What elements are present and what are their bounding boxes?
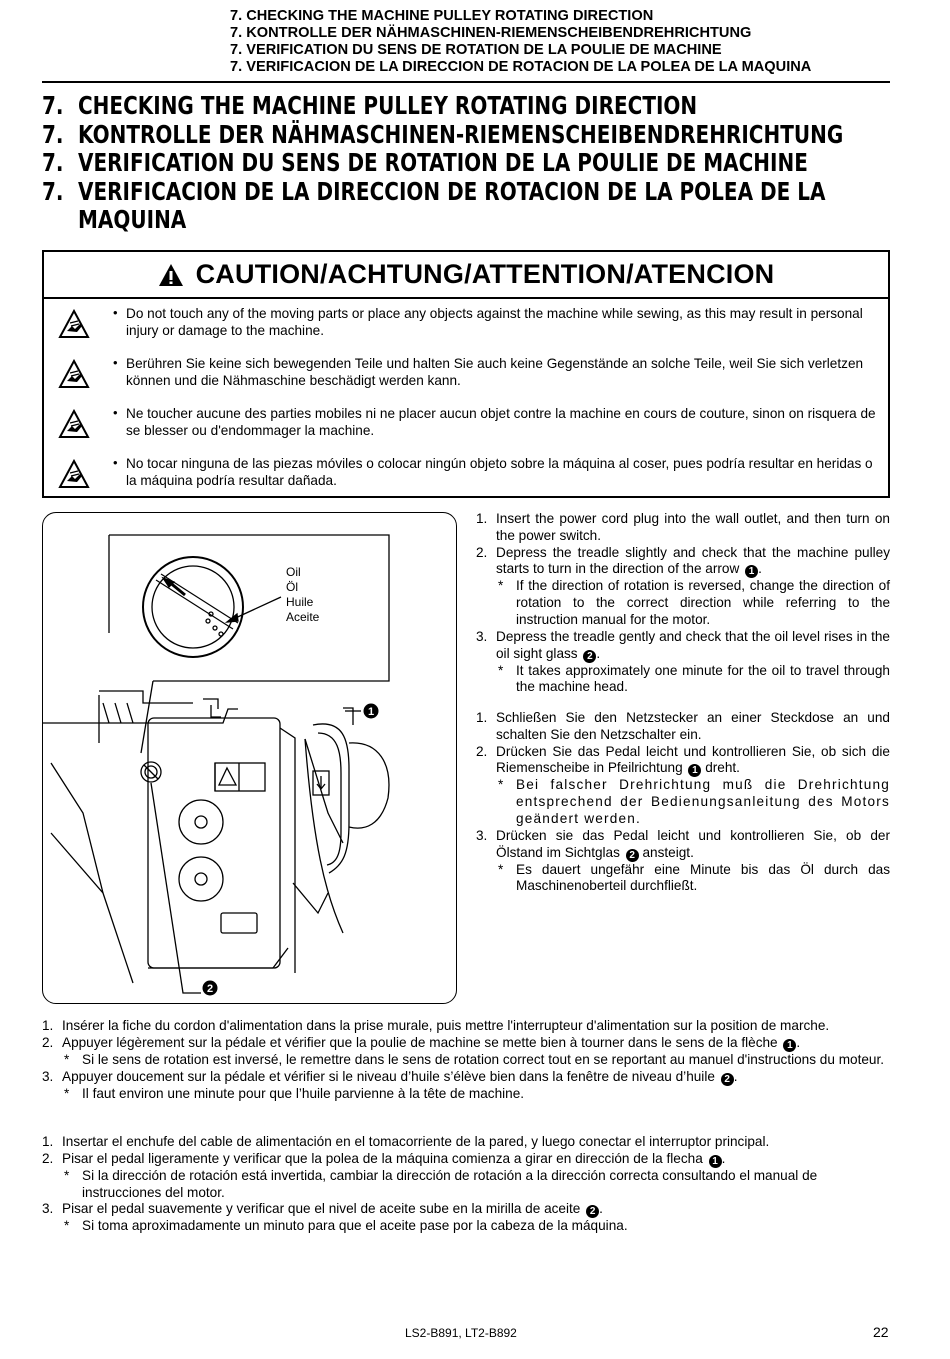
caution-title: CAUTION/ACHTUNG/ATTENTION/ATENCION xyxy=(195,259,775,289)
caution-text-de: Berühren Sie keine sich bewegenden Teile und halten Sie auch keine Gegenstände an solche Teile, weil Sie sich verletzen können und die Nähmaschine beschädigt werden kann. xyxy=(126,356,864,388)
caution-header xyxy=(44,252,888,299)
caution-item-en xyxy=(44,305,889,355)
step-fr-3: 3. Appuyer doucement sur la pédale et vérifier si le niveau d’huile s’élève bien dans la fenêtre de niveau d’huile 2 . xyxy=(42,1068,738,1085)
caution-box xyxy=(42,250,890,498)
ref-2-icon: 2 xyxy=(583,650,596,663)
caution-item-de xyxy=(44,355,889,405)
oil-label-en: Oil xyxy=(286,565,301,579)
svg-text:2: 2 xyxy=(206,983,214,995)
title-de: KONTROLLE DER NÄHMASCHINEN-RIEMENSCHEIBENDREHRICHTUNG xyxy=(78,119,844,149)
oil-label-es: Aceite xyxy=(286,610,320,624)
machine-drawing xyxy=(43,513,457,1004)
ref-1-icon: 1 xyxy=(783,1039,796,1052)
bullet: • xyxy=(113,355,118,370)
hand-hazard-icon xyxy=(58,359,90,389)
step-de-3: 3. Drücken sie das Pedal leicht und kontrollieren Sie, ob der Ölstand im Sichtglas 2 ansteigt. xyxy=(476,827,890,861)
note-de-2: * Bei falscher Drehrichtung muß die Drehrichtung entsprechend der Bedienungsanleitung des Motors geändert werden. xyxy=(498,777,890,826)
section-title xyxy=(42,91,844,235)
step-de-1: 1. Schließen Sie den Netzstecker an einer Steckdose an und schalten Sie den Netzschalter ein. xyxy=(476,710,890,742)
title-number: 7. xyxy=(42,91,64,120)
steps-german xyxy=(476,710,890,895)
caution-text-fr: Ne toucher aucune des parties mobiles ni ne placer aucun objet contre la machine en cours de couture, sinon on risquera de se blesser ou d'endommager la machine. xyxy=(126,406,876,438)
step-fr-1: 1. Insérer la fiche du cordon d'alimentation dans la prise murale, puis mettre l'interrupteur d'alimentation sur la position de marche. xyxy=(42,1018,830,1033)
ref-1-icon: 1 xyxy=(688,764,701,777)
note-en-2: * If the direction of rotation is reversed, change the direction of rotation to the correct direction while referring to the instruction manual for the motor. xyxy=(498,578,890,627)
step-es-2: 2. Pisar el pedal ligeramente y verificar que la polea de la máquina comienza a girar en dirección de la flecha 1 . xyxy=(42,1150,726,1167)
title-en: CHECKING THE MACHINE PULLEY ROTATING DIRECTION xyxy=(78,91,698,120)
steps-english xyxy=(476,511,890,696)
note-fr-3: * Il faut environ une minute pour que l’huile parvienne à la tête de machine. xyxy=(64,1085,525,1101)
caution-item-es xyxy=(44,455,889,505)
steps-french xyxy=(42,1018,890,1102)
title-number: 7. xyxy=(42,176,64,206)
step-de-2: 2. Drücken Sie das Pedal leicht und kontrollieren Sie, ob sich die Riemenscheibe in Pfeilrichtung 1 dreht. xyxy=(476,743,890,777)
title-es-cont: MAQUINA xyxy=(78,205,187,234)
note-en-3: * It takes approximately one minute for the oil to travel through the machine head. xyxy=(498,662,890,695)
oil-label xyxy=(286,565,319,625)
bullet: • xyxy=(113,455,118,470)
caution-text-es: No tocar ninguna de las piezas móviles o colocar ningún objeto sobre la máquina al coser, pues podría resultar en heridas o la máquina podría resultar dañada. xyxy=(126,456,873,488)
caution-text-en: Do not touch any of the moving parts or place any objects against the machine while sewing, as this may result in personal injury or damage to the machine. xyxy=(126,306,863,338)
ref-1-icon: 1 xyxy=(745,565,758,578)
machine-illustration xyxy=(42,512,457,1004)
caution-item-fr xyxy=(44,405,889,455)
header-rule xyxy=(42,81,890,83)
hand-hazard-icon xyxy=(58,409,90,439)
title-number: 7. xyxy=(42,119,64,149)
step-fr-2: 2. Appuyer légèrement sur la pédale et vérifier que la poulie de machine se mette bien à tourner dans le sens de la flèche 1 . xyxy=(42,1034,801,1051)
running-header-fr: 7. VERIFICATION DU SENS DE ROTATION DE LA POULIE DE MACHINE xyxy=(230,42,722,58)
oil-label-de: Öl xyxy=(286,580,298,594)
oil-label-fr: Huile xyxy=(286,595,314,609)
step-en-3: 3. Depress the treadle gently and check that the oil level rises in the oil sight glass 2 . xyxy=(476,628,890,662)
page-number: 22 xyxy=(873,1324,889,1340)
footer-model: LS2-B891, LT2-B892 xyxy=(405,1326,517,1340)
title-number: 7. xyxy=(42,148,64,177)
warning-triangle-icon xyxy=(158,263,184,287)
ref-2-icon: 2 xyxy=(586,1205,599,1218)
title-fr: VERIFICATION DU SENS DE ROTATION DE LA POULIE DE MACHINE xyxy=(78,148,808,177)
step-es-3: 3. Pisar el pedal suavemente y verificar que el nivel de aceite sube en la mirilla de aceite 2 . xyxy=(42,1201,603,1218)
callout-2-icon xyxy=(203,981,218,996)
note-es-2: * Si la dirección de rotación está invertida, cambiar la dirección de rotación a la dirección correcta consultando el manual de instrucciones del motor. xyxy=(64,1167,818,1200)
running-header-en: 7. CHECKING THE MACHINE PULLEY ROTATING DIRECTION xyxy=(230,8,654,24)
running-header xyxy=(230,8,930,76)
running-header-de: 7. KONTROLLE DER NÄHMASCHINEN-RIEMENSCHEIBENDREHRICHTUNG xyxy=(230,25,752,41)
title-es: VERIFICACION DE LA DIRECCION DE ROTACION DE LA POLEA DE LA xyxy=(78,176,826,206)
bullet: • xyxy=(113,405,118,420)
note-fr-2: * Si le sens de rotation est inversé, le remettre dans le sens de rotation correct tout en se reportant au manuel d'instructions du moteur. xyxy=(64,1051,885,1067)
hand-hazard-icon xyxy=(58,459,90,489)
step-en-2: 2. Depress the treadle slightly and check that the machine pulley starts to turn in the direction of the arrow 1 . xyxy=(476,544,890,578)
ref-2-icon: 2 xyxy=(626,849,639,862)
step-es-1: 1. Insertar el enchufe del cable de alimentación en el tomacorriente de la pared, y luego conectar el interruptor principal. xyxy=(42,1134,770,1149)
ref-2-icon: 2 xyxy=(721,1073,734,1086)
callout-1-icon xyxy=(364,704,379,719)
ref-1-icon: 1 xyxy=(709,1155,722,1168)
hand-hazard-icon xyxy=(58,309,90,339)
svg-text:1: 1 xyxy=(367,706,375,718)
note-de-3: * Es dauert ungefähr eine Minute bis das Öl durch das Maschinenoberteil durchfließt. xyxy=(498,861,890,894)
bullet: • xyxy=(113,305,118,320)
steps-spanish xyxy=(42,1134,890,1235)
step-en-1: 1. Insert the power cord plug into the wall outlet, and then turn on the power switch. xyxy=(476,511,890,543)
running-header-es: 7. VERIFICACION DE LA DIRECCION DE ROTACION DE LA POLEA DE LA MAQUINA xyxy=(230,59,812,75)
note-es-3: * Si toma aproximadamente un minuto para que el aceite pase por la cabeza de la máquina. xyxy=(64,1218,628,1234)
